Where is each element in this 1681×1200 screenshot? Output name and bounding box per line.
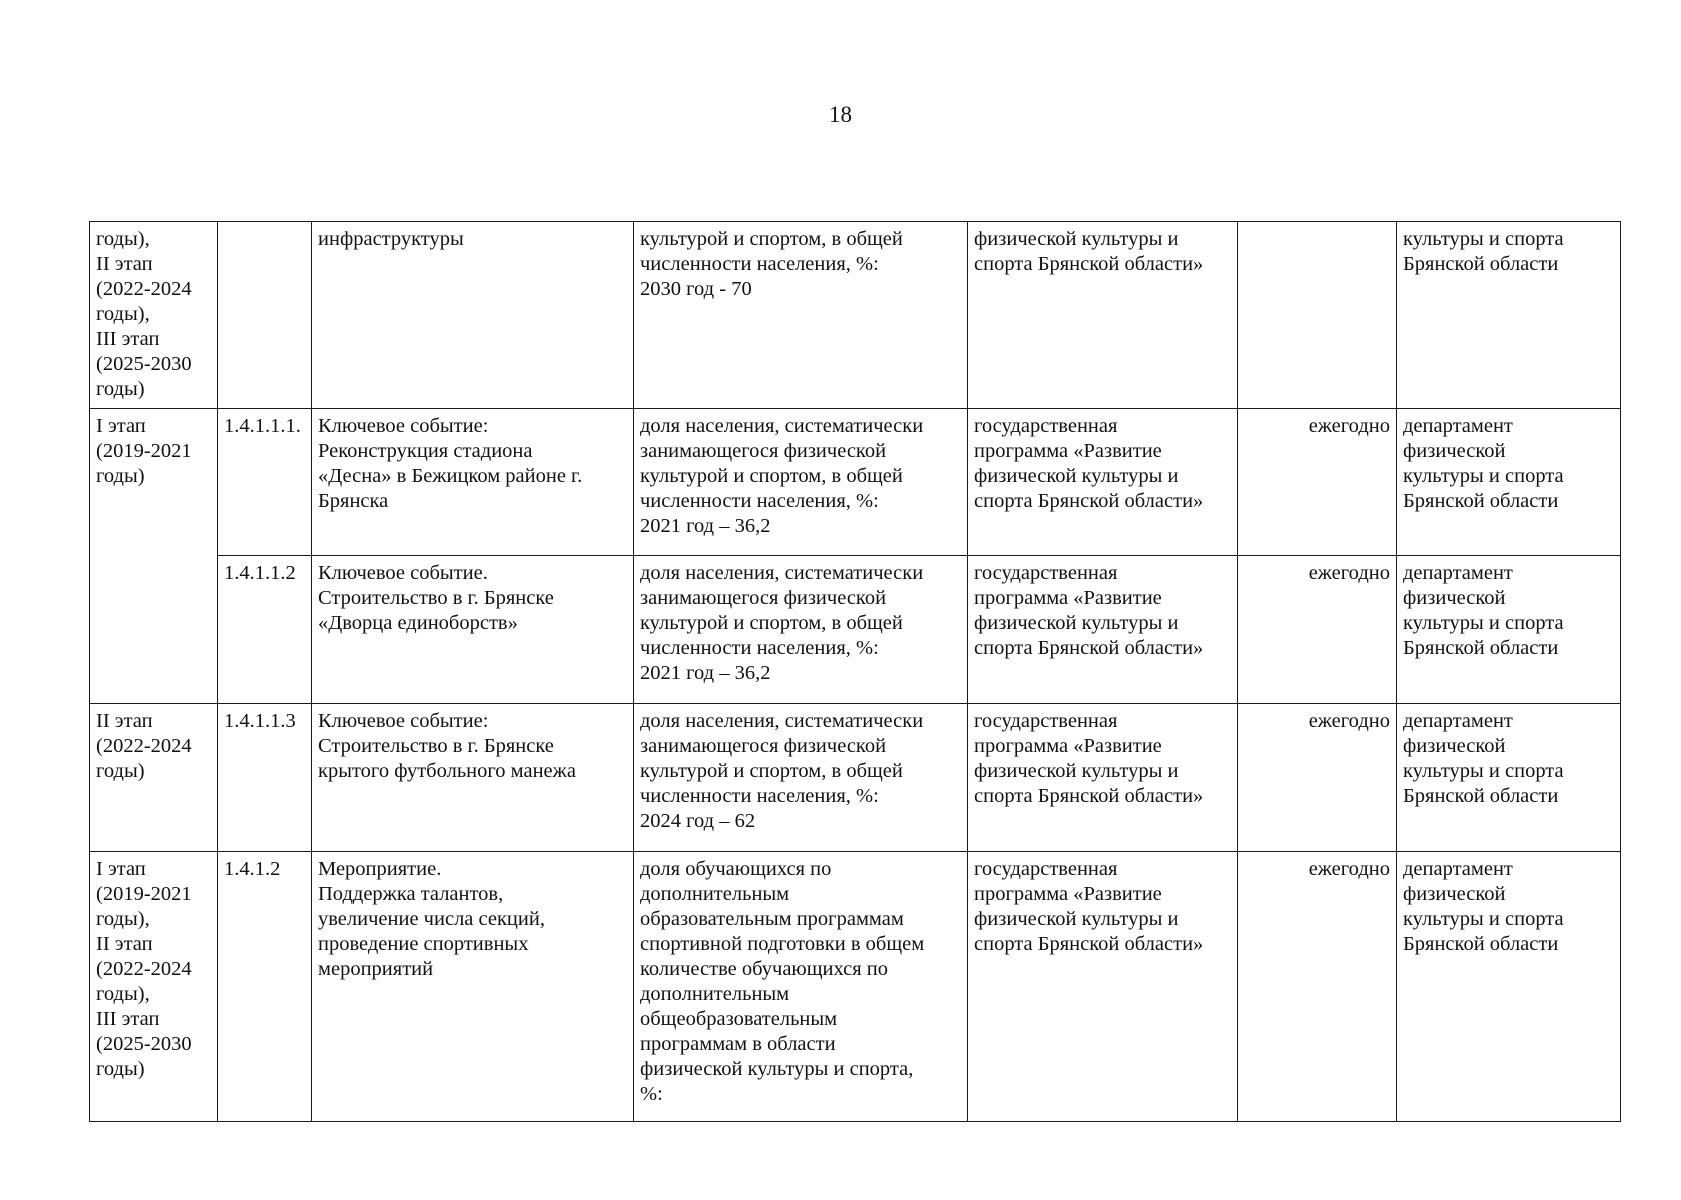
program-cell: государственная программа «Развитие физической культуры и спорта Брянской области»	[968, 556, 1238, 704]
table-row	[90, 222, 1621, 409]
indicator-cell: доля обучающихся по дополнительным образовательным программам спортивной подготовки в общем количестве обучающихся по дополнительным общеобразовательным программам в области физической культуры и спорта, %:	[634, 852, 968, 1122]
program-cell: государственная программа «Развитие физической культуры и спорта Брянской области»	[968, 409, 1238, 556]
stage-cell: годы), II этап (2022-2024 годы), III этап (2025-2030 годы)	[90, 222, 218, 409]
code-cell: 1.4.1.1.1.	[218, 409, 312, 556]
code-cell: 1.4.1.2	[218, 852, 312, 1122]
table-row	[90, 704, 1621, 852]
executor-cell: культуры и спорта Брянской области	[1397, 222, 1621, 409]
program-cell: физической культуры и спорта Брянской области»	[968, 222, 1238, 409]
frequency-cell: ежегодно	[1238, 852, 1397, 1122]
executor-cell: департамент физической культуры и спорта Брянской области	[1397, 409, 1621, 556]
code-cell: 1.4.1.1.2	[218, 556, 312, 704]
page-number: 18	[829, 102, 852, 127]
executor-cell: департамент физической культуры и спорта Брянской области	[1397, 852, 1621, 1122]
code-cell	[218, 222, 312, 409]
activity-cell: Мероприятие. Поддержка талантов, увеличение числа секций, проведение спортивных мероприятий	[312, 852, 634, 1122]
activity-cell: Ключевое событие: Реконструкция стадиона «Десна» в Бежицком районе г. Брянска	[312, 409, 634, 556]
indicator-cell: культурой и спортом, в общей численности населения, %: 2030 год - 70	[634, 222, 968, 409]
activity-cell: Ключевое событие. Строительство в г. Брянске «Дворца единоборств»	[312, 556, 634, 704]
frequency-cell	[1238, 222, 1397, 409]
executor-cell: департамент физической культуры и спорта Брянской области	[1397, 556, 1621, 704]
frequency-cell: ежегодно	[1238, 704, 1397, 852]
table-row	[90, 556, 1621, 704]
table-row	[90, 852, 1621, 1122]
program-cell: государственная программа «Развитие физической культуры и спорта Брянской области»	[968, 704, 1238, 852]
stage-cell: II этап (2022-2024 годы)	[90, 704, 218, 852]
executor-cell: департамент физической культуры и спорта Брянской области	[1397, 704, 1621, 852]
stage-cell: I этап (2019-2021 годы)	[90, 409, 218, 704]
activity-cell: инфраструктуры	[312, 222, 634, 409]
indicator-cell: доля населения, систематически занимающегося физической культурой и спортом, в общей численности населения, %: 2024 год – 62	[634, 704, 968, 852]
indicator-cell: доля населения, систематически занимающегося физической культурой и спортом, в общей численности населения, %: 2021 год – 36,2	[634, 409, 968, 556]
indicator-cell: доля населения, систематически занимающегося физической культурой и спортом, в общей численности населения, %: 2021 год – 36,2	[634, 556, 968, 704]
frequency-cell: ежегодно	[1238, 409, 1397, 556]
plan-table	[89, 221, 1621, 1122]
stage-cell: I этап (2019-2021 годы), II этап (2022-2024 годы), III этап (2025-2030 годы)	[90, 852, 218, 1122]
table-row	[90, 409, 1621, 556]
frequency-cell: ежегодно	[1238, 556, 1397, 704]
program-cell: государственная программа «Развитие физической культуры и спорта Брянской области»	[968, 852, 1238, 1122]
code-cell: 1.4.1.1.3	[218, 704, 312, 852]
activity-cell: Ключевое событие: Строительство в г. Брянске крытого футбольного манежа	[312, 704, 634, 852]
